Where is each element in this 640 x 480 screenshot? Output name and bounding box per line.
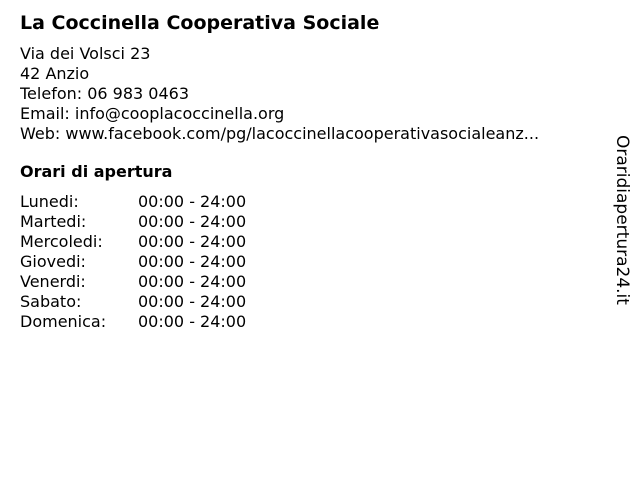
email-line: Email: info@cooplacoccinella.org [20,104,285,123]
day-label: Venerdi: [20,272,86,291]
address-city: 42 Anzio [20,64,90,83]
day-label: Sabato: [20,292,82,311]
hours-row-thursday [20,252,246,272]
site-brand-vertical: Oraridiapertura24.it [612,135,632,305]
time-range: 00:00 - 24:00 [138,252,247,271]
day-label: Giovedi: [20,252,86,271]
hours-row-tuesday [20,212,246,232]
day-label: Martedi: [20,212,87,231]
web-line: Web: www.facebook.com/pg/lacoccinellacooperativasocialeanz... [20,124,540,143]
hours-row-saturday [20,292,246,312]
phone-line: Telefon: 06 983 0463 [20,84,190,103]
day-label: Domenica: [20,312,107,331]
time-range: 00:00 - 24:00 [138,232,247,251]
address-street: Via dei Volsci 23 [20,44,151,63]
time-range: 00:00 - 24:00 [138,272,247,291]
opening-hours-table [20,192,246,332]
day-label: Mercoledi: [20,232,103,251]
time-range: 00:00 - 24:00 [138,212,247,231]
opening-hours-title: Orari di apertura [20,162,173,181]
hours-row-wednesday [20,232,246,252]
time-range: 00:00 - 24:00 [138,292,247,311]
time-range: 00:00 - 24:00 [138,312,247,331]
day-label: Lunedi: [20,192,79,211]
hours-row-sunday [20,312,246,332]
hours-row-monday [20,192,246,212]
business-card [20,10,600,332]
time-range: 00:00 - 24:00 [138,192,247,211]
business-name: La Coccinella Cooperativa Sociale [20,12,380,34]
hours-row-friday [20,272,246,292]
